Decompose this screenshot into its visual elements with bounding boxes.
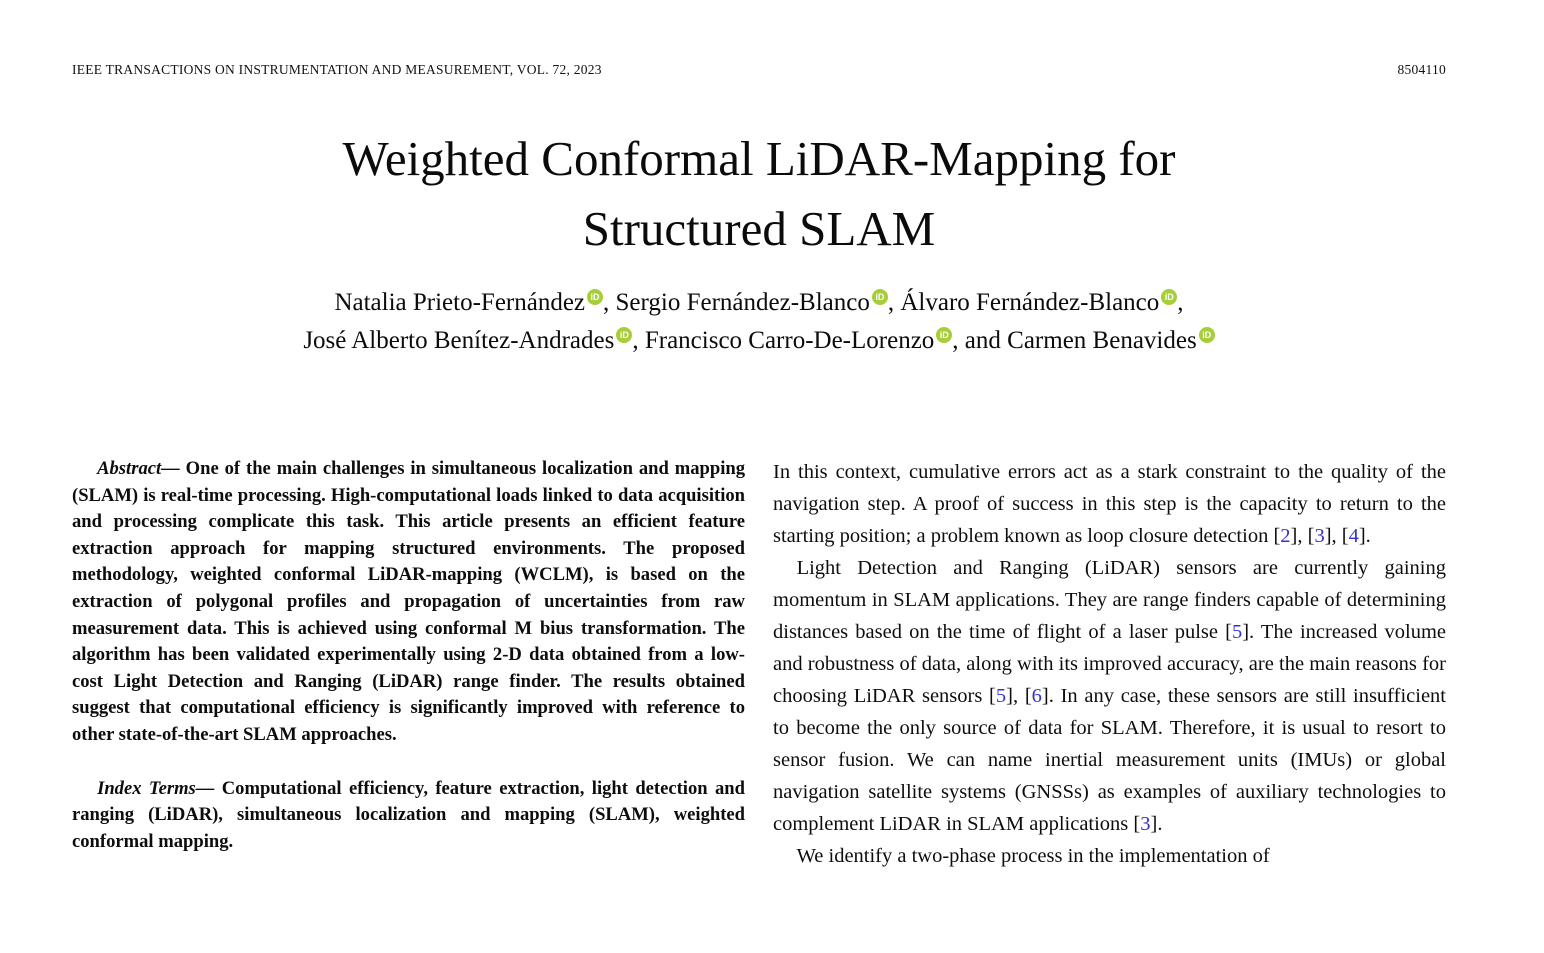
citation-link[interactable]: 3 <box>1140 813 1151 835</box>
running-head-article-number: 8504110 <box>1397 62 1446 77</box>
citation-link[interactable]: 2 <box>1280 525 1291 547</box>
orcid-icon[interactable]: iD <box>872 289 888 305</box>
author-separator: , <box>1177 289 1184 316</box>
left-column <box>72 456 745 872</box>
citation-link[interactable]: 5 <box>1231 621 1243 643</box>
body-paragraph <box>773 552 1446 840</box>
authors-block <box>72 284 1446 360</box>
paper-title <box>72 124 1446 264</box>
running-head <box>72 62 1446 78</box>
orcid-icon[interactable]: iD <box>1199 327 1215 343</box>
author-name: José Alberto Benítez-Andrades <box>303 327 615 354</box>
right-column <box>773 456 1446 872</box>
index-terms-paragraph <box>72 776 745 856</box>
author-separator: , <box>632 327 645 354</box>
text-run: Light Detection and Ranging (LiDAR) sensors are currently gaining momentum in SLAM applications. They are range finders capable of determining distances based on the time of flight of a laser pulse [ <box>773 557 1446 643</box>
authors-line-2 <box>72 322 1446 360</box>
two-column-body <box>72 456 1446 872</box>
author-separator: , <box>887 289 901 316</box>
text-run: ], [ <box>1006 685 1032 707</box>
author-name: Francisco Carro-De-Lorenzo <box>644 327 935 354</box>
author-name: Sergio Fernández-Blanco <box>615 289 870 316</box>
running-head-journal: IEEE TRANSACTIONS ON INSTRUMENTATION AND MEASUREMENT, VOL. 72, 2023 <box>72 62 602 77</box>
text-run: We identify a two-phase process in the implementation of <box>796 845 1270 867</box>
orcid-icon[interactable]: iD <box>587 289 603 305</box>
author-name: Natalia Prieto-Fernández <box>334 289 586 316</box>
abstract-paragraph <box>72 456 745 749</box>
text-run: ]. In any case, these sensors are still insufficient to become the only source of data for SLAM. Therefore, it is usual to resort to sensor fusion. We can name inertial measurement units (IMUs) or global navigation satellite systems (GNSSs) as examples of auxiliary technologies to complement LiDAR in SLAM applications [ <box>773 685 1446 835</box>
author-separator: , <box>603 289 616 316</box>
title-line-2: Structured SLAM <box>582 201 936 256</box>
text-run: In this context, cumulative errors act as a stark constraint to the quality of the navigation step. A proof of success in this step is the capacity to return to the starting position; a problem known as loop closure detection [ <box>773 461 1446 547</box>
citation-link[interactable]: 5 <box>995 685 1007 707</box>
index-terms-text: Computational efficiency, feature extraction, light detection and ranging (LiDAR), simultaneous localization and mapping (SLAM), weighted conformal mapping. <box>72 777 745 852</box>
citation-link[interactable]: 3 <box>1314 525 1325 547</box>
title-line-1: Weighted Conformal LiDAR-Mapping for <box>342 131 1176 186</box>
authors-line-1 <box>72 284 1446 322</box>
orcid-icon[interactable]: iD <box>1161 289 1177 305</box>
index-terms-label: Index Terms— <box>97 777 215 799</box>
body-paragraph <box>773 456 1446 552</box>
author-name: Carmen Benavides <box>1007 327 1197 354</box>
abstract-label: Abstract— <box>97 458 180 479</box>
text-run: ]. <box>1358 525 1371 547</box>
body-paragraph <box>773 840 1446 872</box>
citation-link[interactable]: 4 <box>1348 525 1359 547</box>
author-separator: , and <box>952 327 1008 354</box>
citation-link[interactable]: 6 <box>1031 685 1042 707</box>
text-run: ]. The increased volume and robustness of data, along with its improved accuracy, are the main reasons for choosing LiDAR sensors [ <box>773 621 1446 707</box>
text-run: ], [ <box>1324 525 1349 547</box>
author-name: Álvaro Fernández-Blanco <box>900 289 1160 316</box>
abstract-text: One of the main challenges in simultaneous localization and mapping (SLAM) is real-time processing. High-computational loads linked to data acquisition and processing complicate this task. This article presents an efficient feature extraction approach for mapping structured environments. The proposed methodology, weighted conformal LiDAR-mapping (WCLM), is based on the extraction of polygonal profiles and propagation of uncertainties from raw measurement data. This is achieved using conformal M bius transformation. The algorithm has been validated experimentally using 2-D data obtained from a low-cost Light Detection and Ranging (LiDAR) range finder. The results obtained suggest that computational efficiency is significantly improved with reference to other state-of-the-art SLAM approaches. <box>72 458 745 745</box>
orcid-icon[interactable]: iD <box>616 327 632 343</box>
text-run: ]. <box>1150 813 1163 835</box>
text-run: ], [ <box>1290 525 1315 547</box>
orcid-icon[interactable]: iD <box>936 327 952 343</box>
